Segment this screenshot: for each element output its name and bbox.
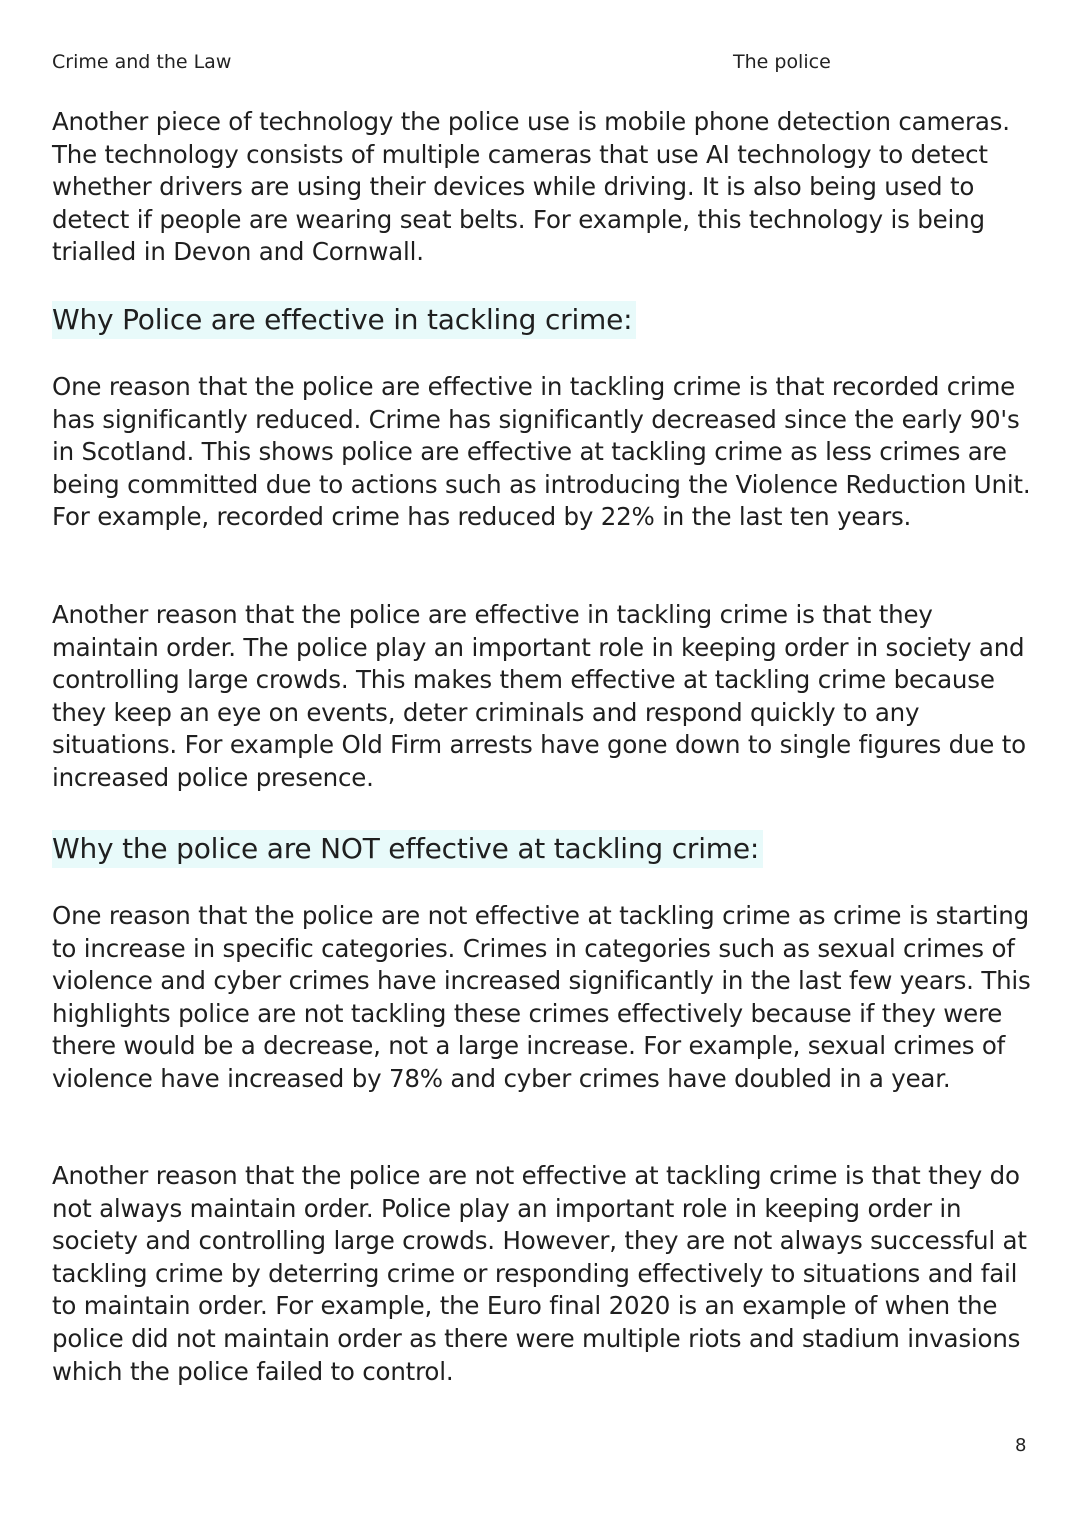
header-section-title: The police	[733, 51, 831, 73]
not-effective-paragraph-2: Another reason that the police are not effective at tackling crime is that they do not always maintain order. Police play an important role in keeping order in society and controlling large crowds. However, they are not always successful at tackling crime by deterring crime or responding effectively to situations and fail to maintain order. For example, the Euro final 2020 is an example of when the police did not maintain order as there were multiple riots and stadium invasions which the police failed to control.	[52, 1161, 1027, 1386]
intro-paragraph: Another piece of technology the police use is mobile phone detection cameras. The technology consists of multiple cameras that use AI technology to detect whether drivers are using their devices while driving. It is also being used to detect if people are wearing seat belts. For example, this technology is being trialled in Devon and Cornwall.	[52, 107, 1010, 267]
page-number: 8	[1015, 1435, 1027, 1456]
header-subject-title: Crime and the Law	[52, 51, 232, 73]
effective-paragraph-1: One reason that the police are effective in tackling crime is that recorded crime has significantly reduced. Crime has significantly decreased since the early 90's in Scotland. This shows police are effective at tackling crime as less crimes are being committed due to actions such as introducing the Violence Reduction Unit. For example, recorded crime has reduced by 22% in the last ten years.	[52, 372, 1031, 532]
not-effective-heading: Why the police are NOT effective at tackling crime:	[52, 830, 763, 868]
effective-paragraph-2: Another reason that the police are effective in tackling crime is that they maintain order. The police play an important role in keeping order in society and controlling large crowds. This makes them effective at tackling crime because they keep an eye on events, deter criminals and respond quickly to any situations. For example Old Firm arrests have gone down to single figures due to increased police presence.	[52, 600, 1026, 792]
not-effective-paragraph-1: One reason that the police are not effective at tackling crime as crime is starting to increase in specific categories. Crimes in categories such as sexual crimes of violence and cyber crimes have increased significantly in the last few years. This highlights police are not tackling these crimes effectively because if they were there would be a decrease, not a large increase. For example, sexual crimes of violence have increased by 78% and cyber crimes have doubled in a year.	[52, 901, 1031, 1093]
effective-heading: Why Police are effective in tackling crime:	[52, 301, 636, 339]
